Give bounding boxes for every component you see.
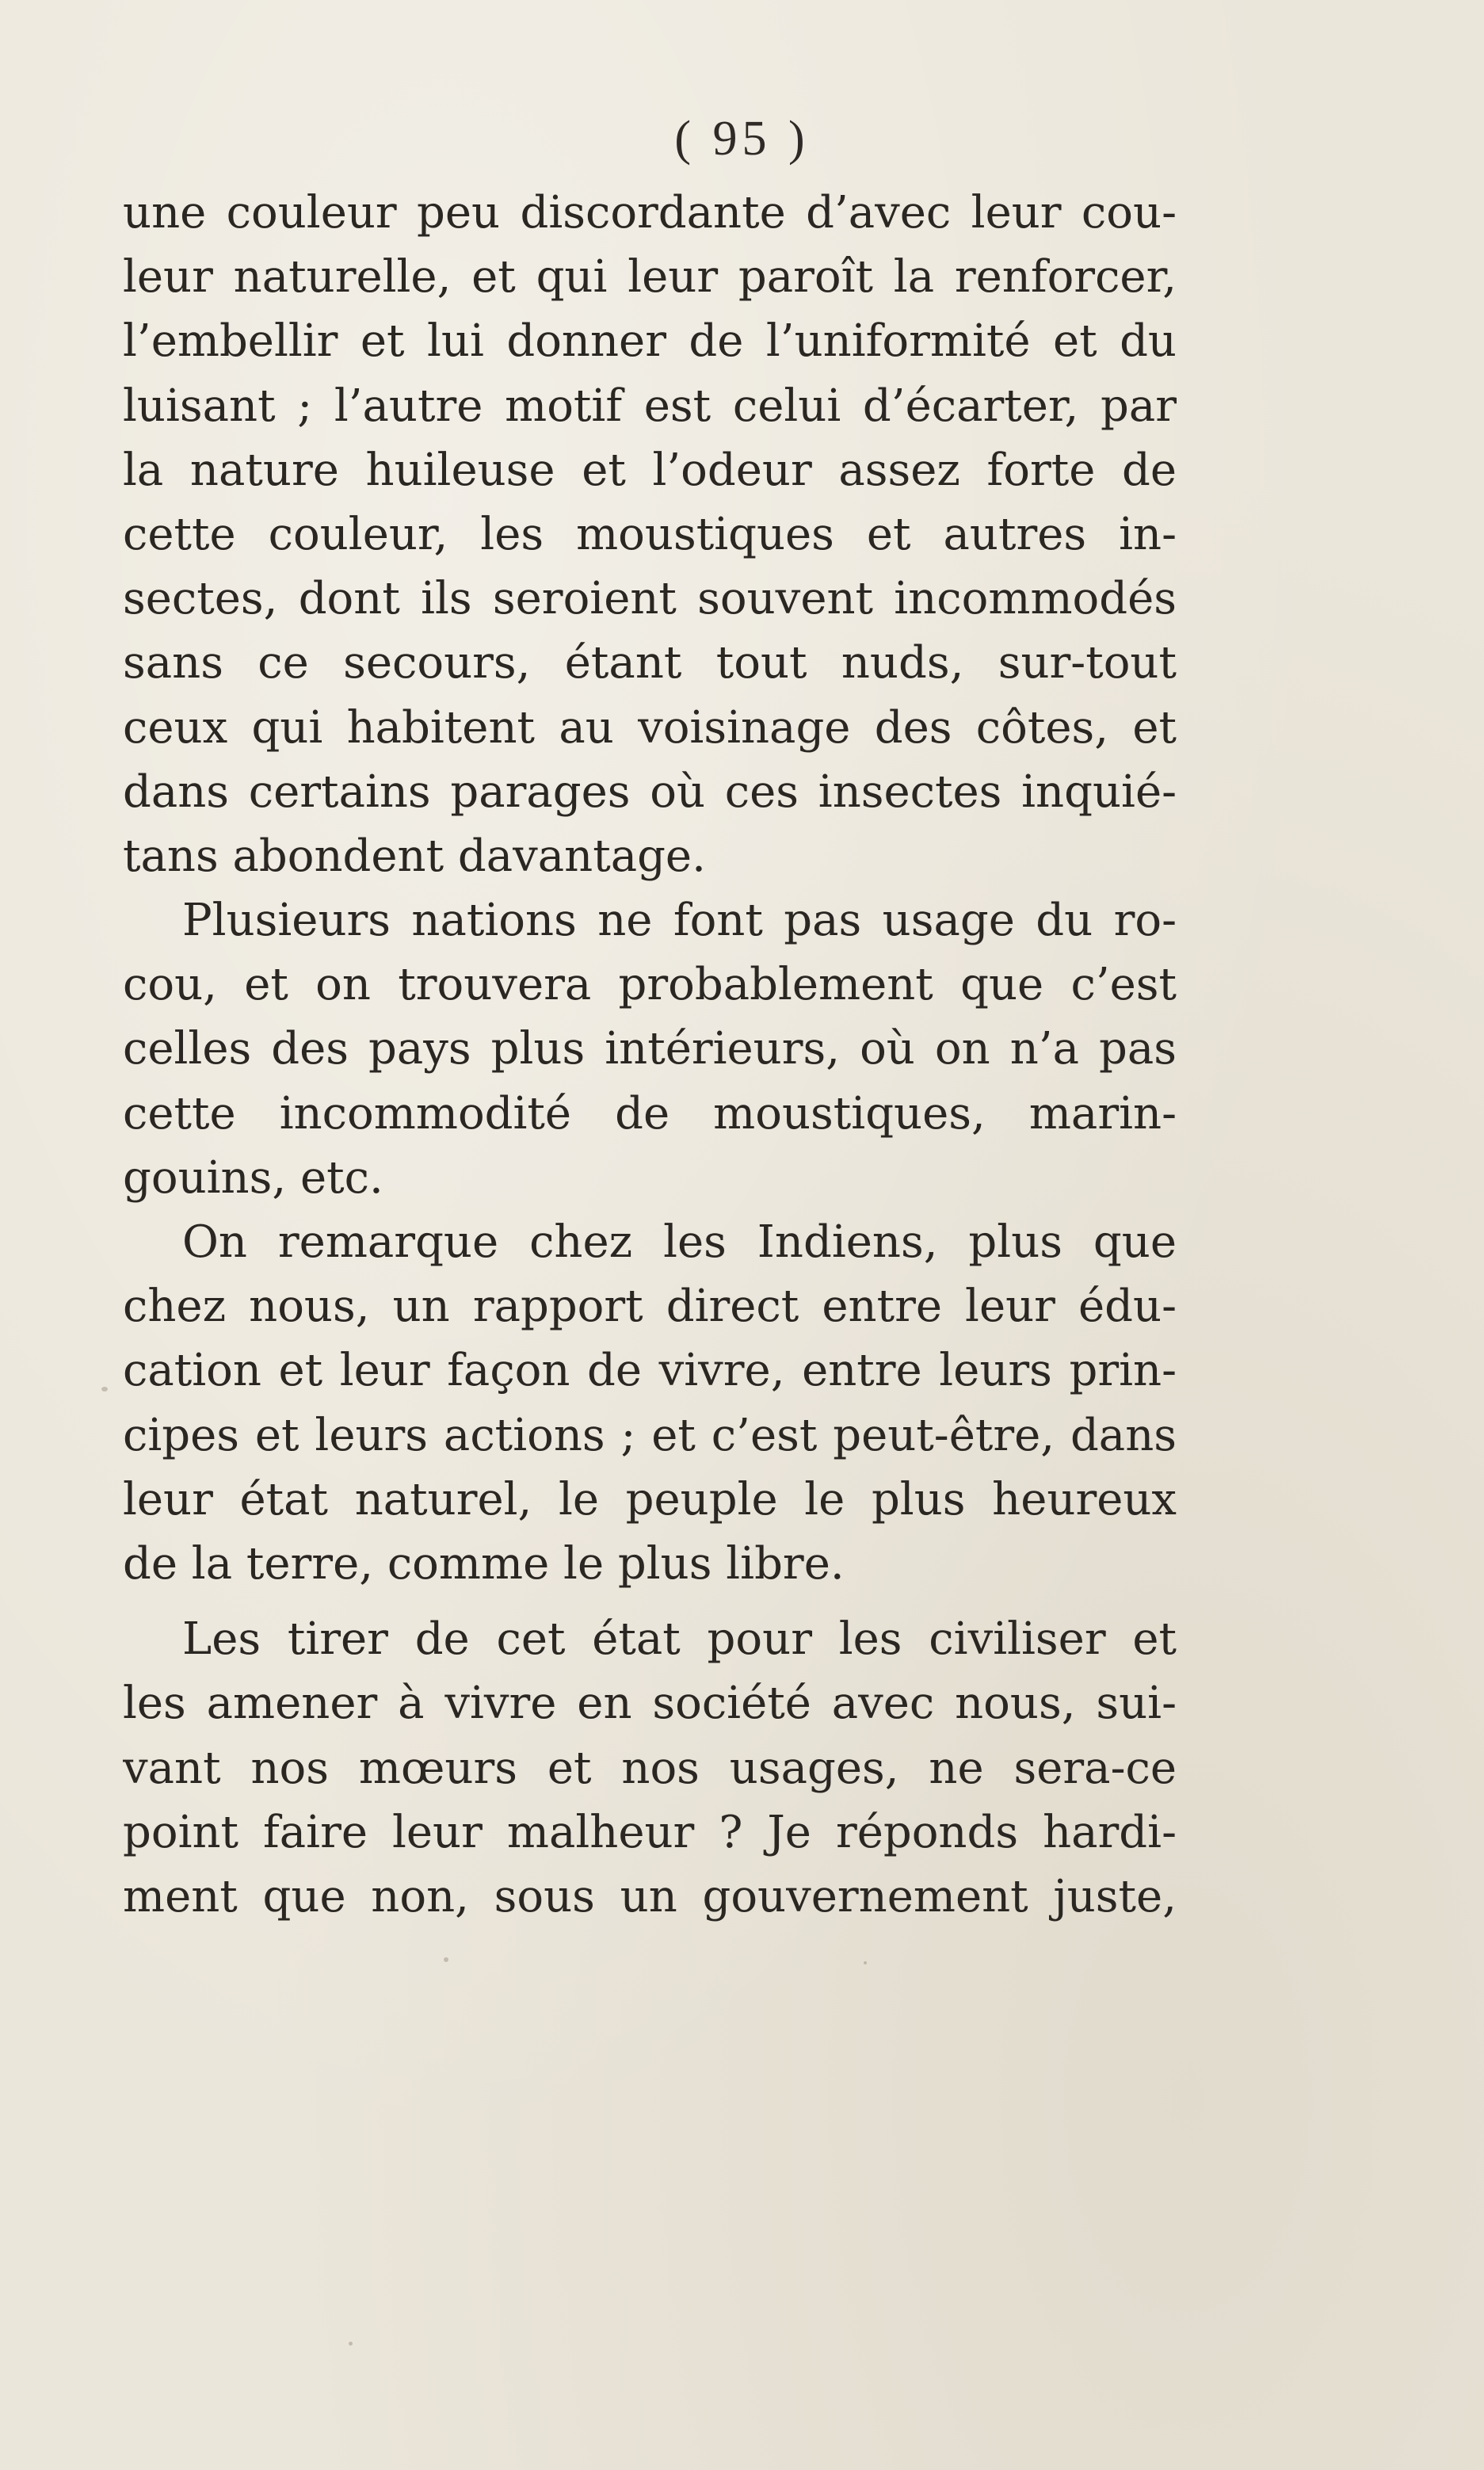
text-line: celles des pays plus intérieurs, où on n’a pas bbox=[123, 1023, 1177, 1075]
text-line: luisant ; l’autre motif est celui d’écarter, par bbox=[123, 380, 1177, 432]
text-line: de la terre, comme le plus libre. bbox=[123, 1537, 845, 1590]
text-line: ment que non, sous un gouvernement juste, bbox=[123, 1870, 1177, 1922]
text-line: leur naturelle, et qui leur paroît la renforcer, bbox=[123, 251, 1177, 304]
paper-speck bbox=[864, 1961, 867, 1964]
text-line: cation et leur façon de vivre, entre leurs prin- bbox=[123, 1345, 1177, 1397]
text-line: point faire leur malheur ? Je réponds hardi- bbox=[123, 1806, 1177, 1858]
text-line: cette couleur, les moustiques et autres in- bbox=[123, 508, 1177, 560]
text-line: chez nous, un rapport direct entre leur édu- bbox=[123, 1281, 1177, 1333]
page-number: ( 95 ) bbox=[674, 112, 810, 166]
text-line: une couleur peu discordante d’avec leur cou- bbox=[123, 187, 1177, 239]
text-line: sans ce secours, étant tout nuds, sur-tout bbox=[123, 637, 1177, 689]
paragraph-start-line: On remarque chez les Indiens, plus que bbox=[182, 1216, 1177, 1268]
paper-speck bbox=[101, 1387, 108, 1392]
text-line: dans certains parages où ces insectes inquié- bbox=[123, 765, 1177, 818]
paper-speck bbox=[444, 1957, 448, 1962]
text-line: la nature huileuse et l’odeur assez forte de bbox=[123, 444, 1177, 496]
text-line: sectes, dont ils seroient souvent incommodés bbox=[123, 573, 1177, 625]
paragraph-start-line: Plusieurs nations ne font pas usage du ro- bbox=[182, 895, 1177, 947]
paragraph-start-line: Les tirer de cet état pour les civiliser et bbox=[182, 1613, 1177, 1666]
text-line: tans abondent davantage. bbox=[123, 830, 706, 882]
text-line: ceux qui habitent au voisinage des côtes, et bbox=[123, 701, 1177, 754]
body-text bbox=[123, 181, 1177, 1929]
text-line: cou, et on trouvera probablement que c’est bbox=[123, 959, 1177, 1011]
text-line: gouins, etc. bbox=[123, 1151, 383, 1204]
text-line: vant nos mœurs et nos usages, ne sera-ce bbox=[123, 1742, 1177, 1794]
text-line: cipes et leurs actions ; et c’est peut-être, dans bbox=[123, 1409, 1177, 1461]
text-line: leur état naturel, le peuple le plus heureux bbox=[123, 1473, 1177, 1525]
paper-speck bbox=[349, 2342, 353, 2346]
text-line: l’embellir et lui donner de l’uniformité et du bbox=[123, 315, 1177, 368]
text-line: les amener à vivre en société avec nous, sui- bbox=[123, 1678, 1177, 1730]
text-line: cette incommodité de moustiques, marin- bbox=[123, 1087, 1177, 1140]
